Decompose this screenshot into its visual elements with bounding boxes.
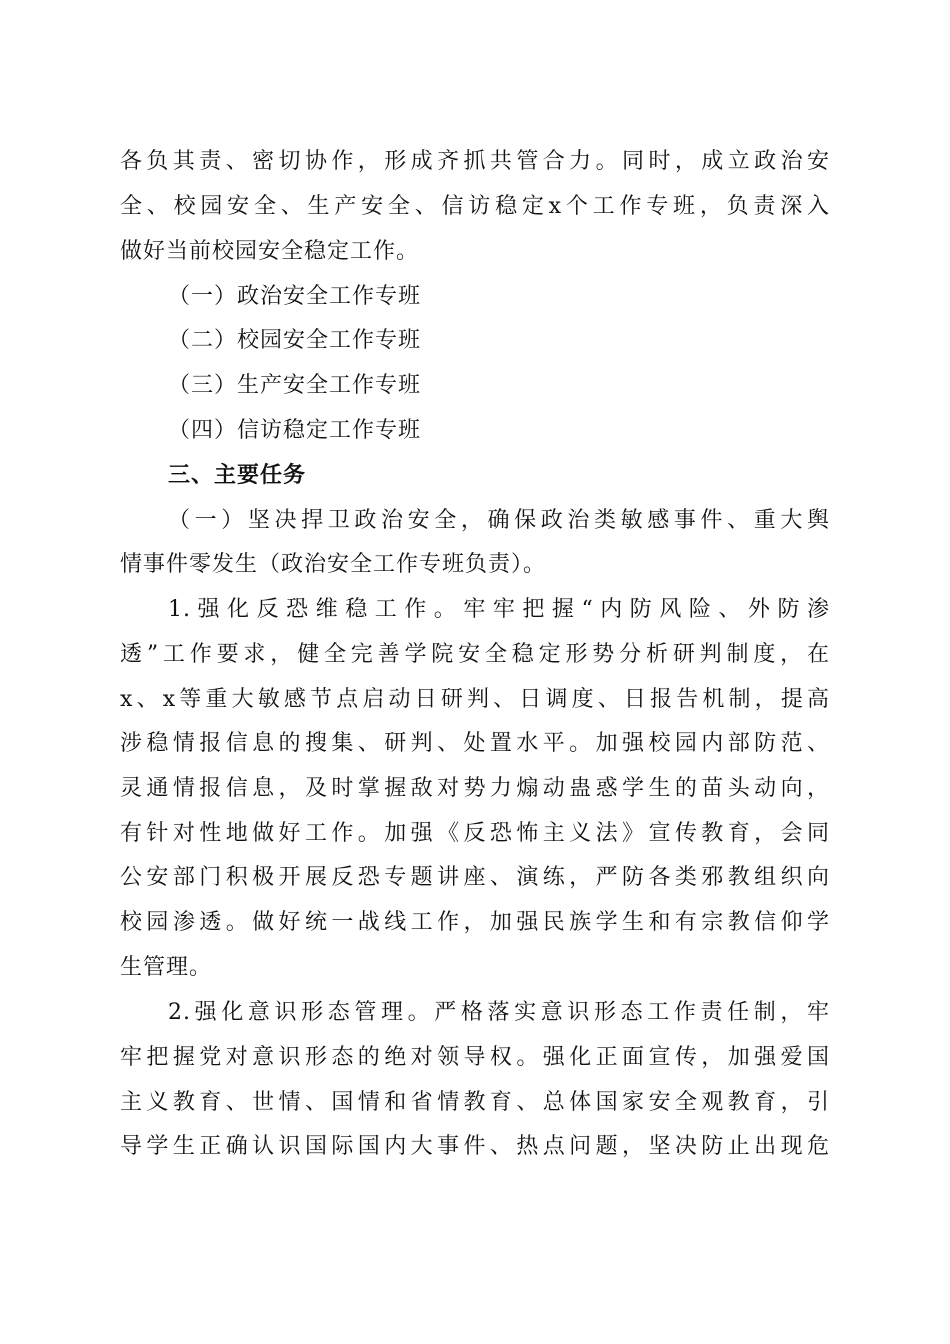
subsection-heading: （一）坚决捍卫政治安全，确保政治类敏感事件、重大舆 bbox=[168, 508, 830, 533]
paragraph-line: 情事件零发生（政治安全工作专班负责）。 bbox=[120, 552, 547, 577]
paragraph-line: 导学生正确认识国际国内大事件、热点问题，坚决防止出现危 bbox=[120, 1134, 830, 1159]
paragraph-line: 做好当前校园安全稳定工作。 bbox=[120, 239, 420, 264]
paragraph-line: 各负其责、密切协作，形成齐抓共管合力。同时，成立政治安 bbox=[120, 149, 830, 174]
paragraph-line: 透”工作要求，健全完善学院安全稳定形势分析研判制度，在 bbox=[120, 642, 830, 667]
list-item: （三）生产安全工作专班 bbox=[168, 373, 422, 398]
paragraph-line: 主义教育、世情、国情和省情教育、总体国家安全观教育，引 bbox=[120, 1090, 830, 1115]
list-item: （二）校园安全工作专班 bbox=[168, 328, 422, 353]
paragraph-line: 有针对性地做好工作。加强《反恐怖主义法》宣传教育，会同 bbox=[120, 821, 830, 846]
paragraph-line: 牢把握党对意识形态的绝对领导权。强化正面宣传，加强爱国 bbox=[120, 1045, 830, 1070]
paragraph-line: 校园渗透。做好统一战线工作，加强民族学生和有宗教信仰学 bbox=[120, 910, 830, 935]
paragraph-line: 涉稳情报信息的搜集、研判、处置水平。加强校园内部防范、 bbox=[120, 731, 830, 756]
section-heading: 三、主要任务 bbox=[168, 463, 307, 488]
paragraph-line: 生管理。 bbox=[120, 955, 213, 980]
paragraph-line: 灵通情报信息，及时掌握敌对势力煽动蛊惑学生的苗头动向， bbox=[120, 776, 830, 801]
paragraph-line: 1.强化反恐维稳工作。牢牢把握“内防风险、外防渗 bbox=[168, 597, 830, 622]
paragraph-line: 公安部门积极开展反恐专题讲座、演练，严防各类邪教组织向 bbox=[120, 865, 830, 890]
list-item: （四）信访稳定工作专班 bbox=[168, 418, 422, 443]
list-item: （一）政治安全工作专班 bbox=[168, 284, 422, 309]
paragraph-line: 全、校园安全、生产安全、信访稳定x个工作专班，负责深入 bbox=[120, 194, 830, 219]
paragraph-line: 2.强化意识形态管理。严格落实意识形态工作责任制，牢 bbox=[168, 1000, 830, 1025]
paragraph-line: x、x等重大敏感节点启动日研判、日调度、日报告机制，提高 bbox=[120, 687, 830, 712]
